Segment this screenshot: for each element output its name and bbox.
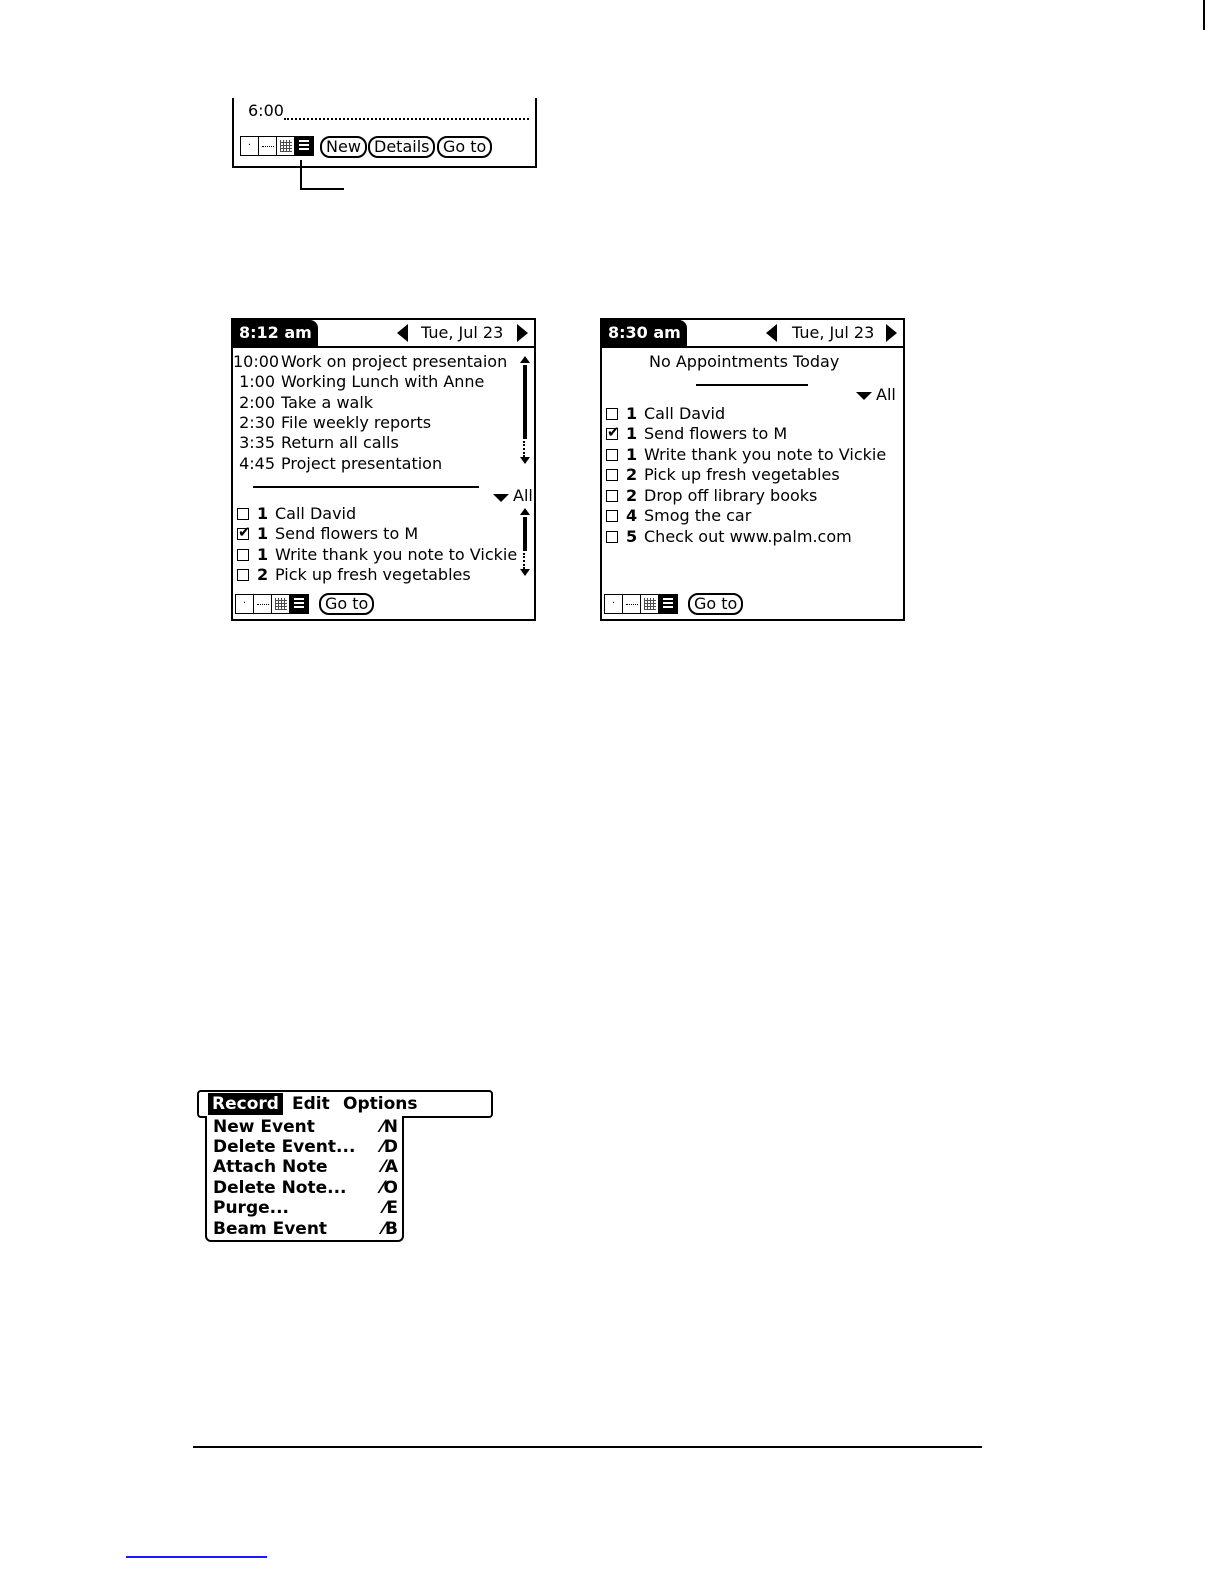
day-view-icon[interactable]: ·	[236, 595, 254, 613]
month-view-icon[interactable]	[272, 595, 290, 613]
category-label[interactable]: All	[513, 486, 533, 505]
todo-item[interactable]: 2 Pick up fresh vegetables	[606, 465, 840, 485]
previous-day-arrow-icon[interactable]	[397, 324, 408, 342]
date-label[interactable]: Tue, Jul 23	[792, 323, 875, 342]
menu-bar	[197, 1090, 493, 1118]
page-edge-line	[1203, 0, 1205, 30]
menu-record[interactable]: Record	[208, 1093, 283, 1115]
current-time[interactable]: 8:30 am	[602, 320, 687, 346]
menu-item-purge[interactable]: Purge... ⁄E	[213, 1198, 398, 1218]
menu-item-delete-event[interactable]: Delete Event... ⁄D	[213, 1137, 398, 1157]
current-time[interactable]: 8:12 am	[233, 320, 318, 346]
appointment-row[interactable]: 4:45 Project presentation	[239, 454, 443, 473]
todo-item[interactable]: ✔ 1 Send flowers to M	[237, 524, 418, 544]
week-view-icon[interactable]	[254, 595, 272, 613]
callout-line	[300, 188, 344, 190]
menu-item-attach-note[interactable]: Attach Note ⁄A	[213, 1157, 398, 1177]
shortcut-stroke-icon: ⁄B	[382, 1219, 398, 1239]
view-selector	[604, 594, 678, 614]
appointment-list	[233, 352, 518, 477]
appointment-row[interactable]: 2:30 File weekly reports	[239, 413, 432, 432]
category-dropdown-icon[interactable]	[493, 494, 509, 502]
appointment-row[interactable]: 3:35 Return all calls	[239, 433, 399, 452]
todo-checkbox[interactable]	[606, 428, 618, 440]
date-label[interactable]: Tue, Jul 23	[421, 323, 504, 342]
new-button[interactable]: New	[320, 136, 367, 158]
agenda-screen-1	[231, 318, 536, 621]
todo-checkbox[interactable]	[237, 508, 249, 520]
next-day-arrow-icon[interactable]	[517, 324, 528, 342]
todo-item[interactable]: ✔ 1 Send flowers to M	[606, 424, 787, 444]
appointment-row[interactable]: 1:00 Working Lunch with Anne	[239, 372, 485, 391]
divider	[696, 384, 808, 386]
todo-checkbox[interactable]	[606, 408, 618, 420]
agenda-view-icon[interactable]	[659, 595, 677, 613]
goto-button[interactable]: Go to	[437, 136, 492, 158]
title-bar	[602, 320, 903, 348]
title-bar	[233, 320, 534, 348]
no-appointments-text: No Appointments Today	[649, 352, 840, 371]
week-view-icon[interactable]	[623, 595, 641, 613]
next-day-arrow-icon[interactable]	[886, 324, 897, 342]
appointment-row[interactable]: 2:00 Take a walk	[239, 393, 374, 412]
week-view-icon[interactable]	[259, 137, 277, 155]
view-selector	[240, 136, 314, 156]
todo-item[interactable]: 5 Check out www.palm.com	[606, 527, 852, 547]
goto-button[interactable]: Go to	[688, 593, 743, 615]
agenda-view-icon[interactable]	[290, 595, 308, 613]
category-dropdown-icon[interactable]	[856, 392, 872, 400]
todo-checkbox[interactable]	[237, 528, 249, 540]
todo-item[interactable]: 4 Smog the car	[606, 506, 751, 526]
day-view-bottom-strip	[232, 98, 537, 168]
todo-checkbox[interactable]	[606, 490, 618, 502]
todo-checkbox[interactable]	[606, 531, 618, 543]
todo-checkbox[interactable]	[237, 569, 249, 581]
menu-item-beam-event[interactable]: Beam Event ⁄B	[213, 1219, 398, 1239]
shortcut-stroke-icon: ⁄O	[380, 1178, 398, 1198]
todo-item[interactable]: 2 Pick up fresh vegetables	[237, 565, 471, 585]
shortcut-stroke-icon: ⁄E	[383, 1198, 398, 1218]
details-button[interactable]: Details	[368, 136, 435, 158]
appointment-scrollbar[interactable]	[520, 356, 530, 472]
todo-item[interactable]: 1 Write thank you note to Vickie	[237, 545, 517, 565]
record-menu	[205, 1116, 404, 1242]
goto-button[interactable]: Go to	[319, 593, 374, 615]
agenda-screen-2	[600, 318, 905, 621]
time-slot-label: 6:00	[248, 101, 284, 120]
todo-item[interactable]: 2 Drop off library books	[606, 486, 817, 506]
todo-item[interactable]: 1 Call David	[237, 504, 356, 524]
shortcut-stroke-icon: ⁄A	[381, 1157, 398, 1177]
month-view-icon[interactable]	[641, 595, 659, 613]
shortcut-stroke-icon: ⁄D	[381, 1137, 398, 1157]
menu-options[interactable]: Options	[343, 1094, 418, 1114]
todo-checkbox[interactable]	[606, 510, 618, 522]
todo-checkbox[interactable]	[237, 549, 249, 561]
time-slot-line[interactable]	[284, 118, 529, 120]
todo-item[interactable]: 1 Write thank you note to Vickie	[606, 445, 886, 465]
menu-item-delete-note[interactable]: Delete Note... ⁄O	[213, 1178, 398, 1198]
todo-scrollbar[interactable]	[520, 508, 530, 584]
footer-link-underline[interactable]	[126, 1556, 267, 1558]
menu-item-new-event[interactable]: New Event ⁄N	[213, 1117, 398, 1137]
previous-day-arrow-icon[interactable]	[766, 324, 777, 342]
appointment-row[interactable]: 10:00 Work on project presentaion	[233, 352, 508, 371]
todo-checkbox[interactable]	[606, 469, 618, 481]
month-view-icon[interactable]	[277, 137, 295, 155]
divider	[253, 486, 479, 488]
menu-edit[interactable]: Edit	[292, 1094, 330, 1114]
day-view-icon[interactable]: ·	[241, 137, 259, 155]
category-label[interactable]: All	[876, 385, 896, 404]
agenda-view-icon[interactable]	[295, 137, 313, 155]
callout-line	[300, 160, 302, 190]
todo-item[interactable]: 1 Call David	[606, 404, 725, 424]
shortcut-stroke-icon: ⁄N	[380, 1117, 398, 1137]
todo-checkbox[interactable]	[606, 449, 618, 461]
day-view-icon[interactable]: ·	[605, 595, 623, 613]
view-selector	[235, 594, 309, 614]
footer-rule	[193, 1446, 982, 1448]
